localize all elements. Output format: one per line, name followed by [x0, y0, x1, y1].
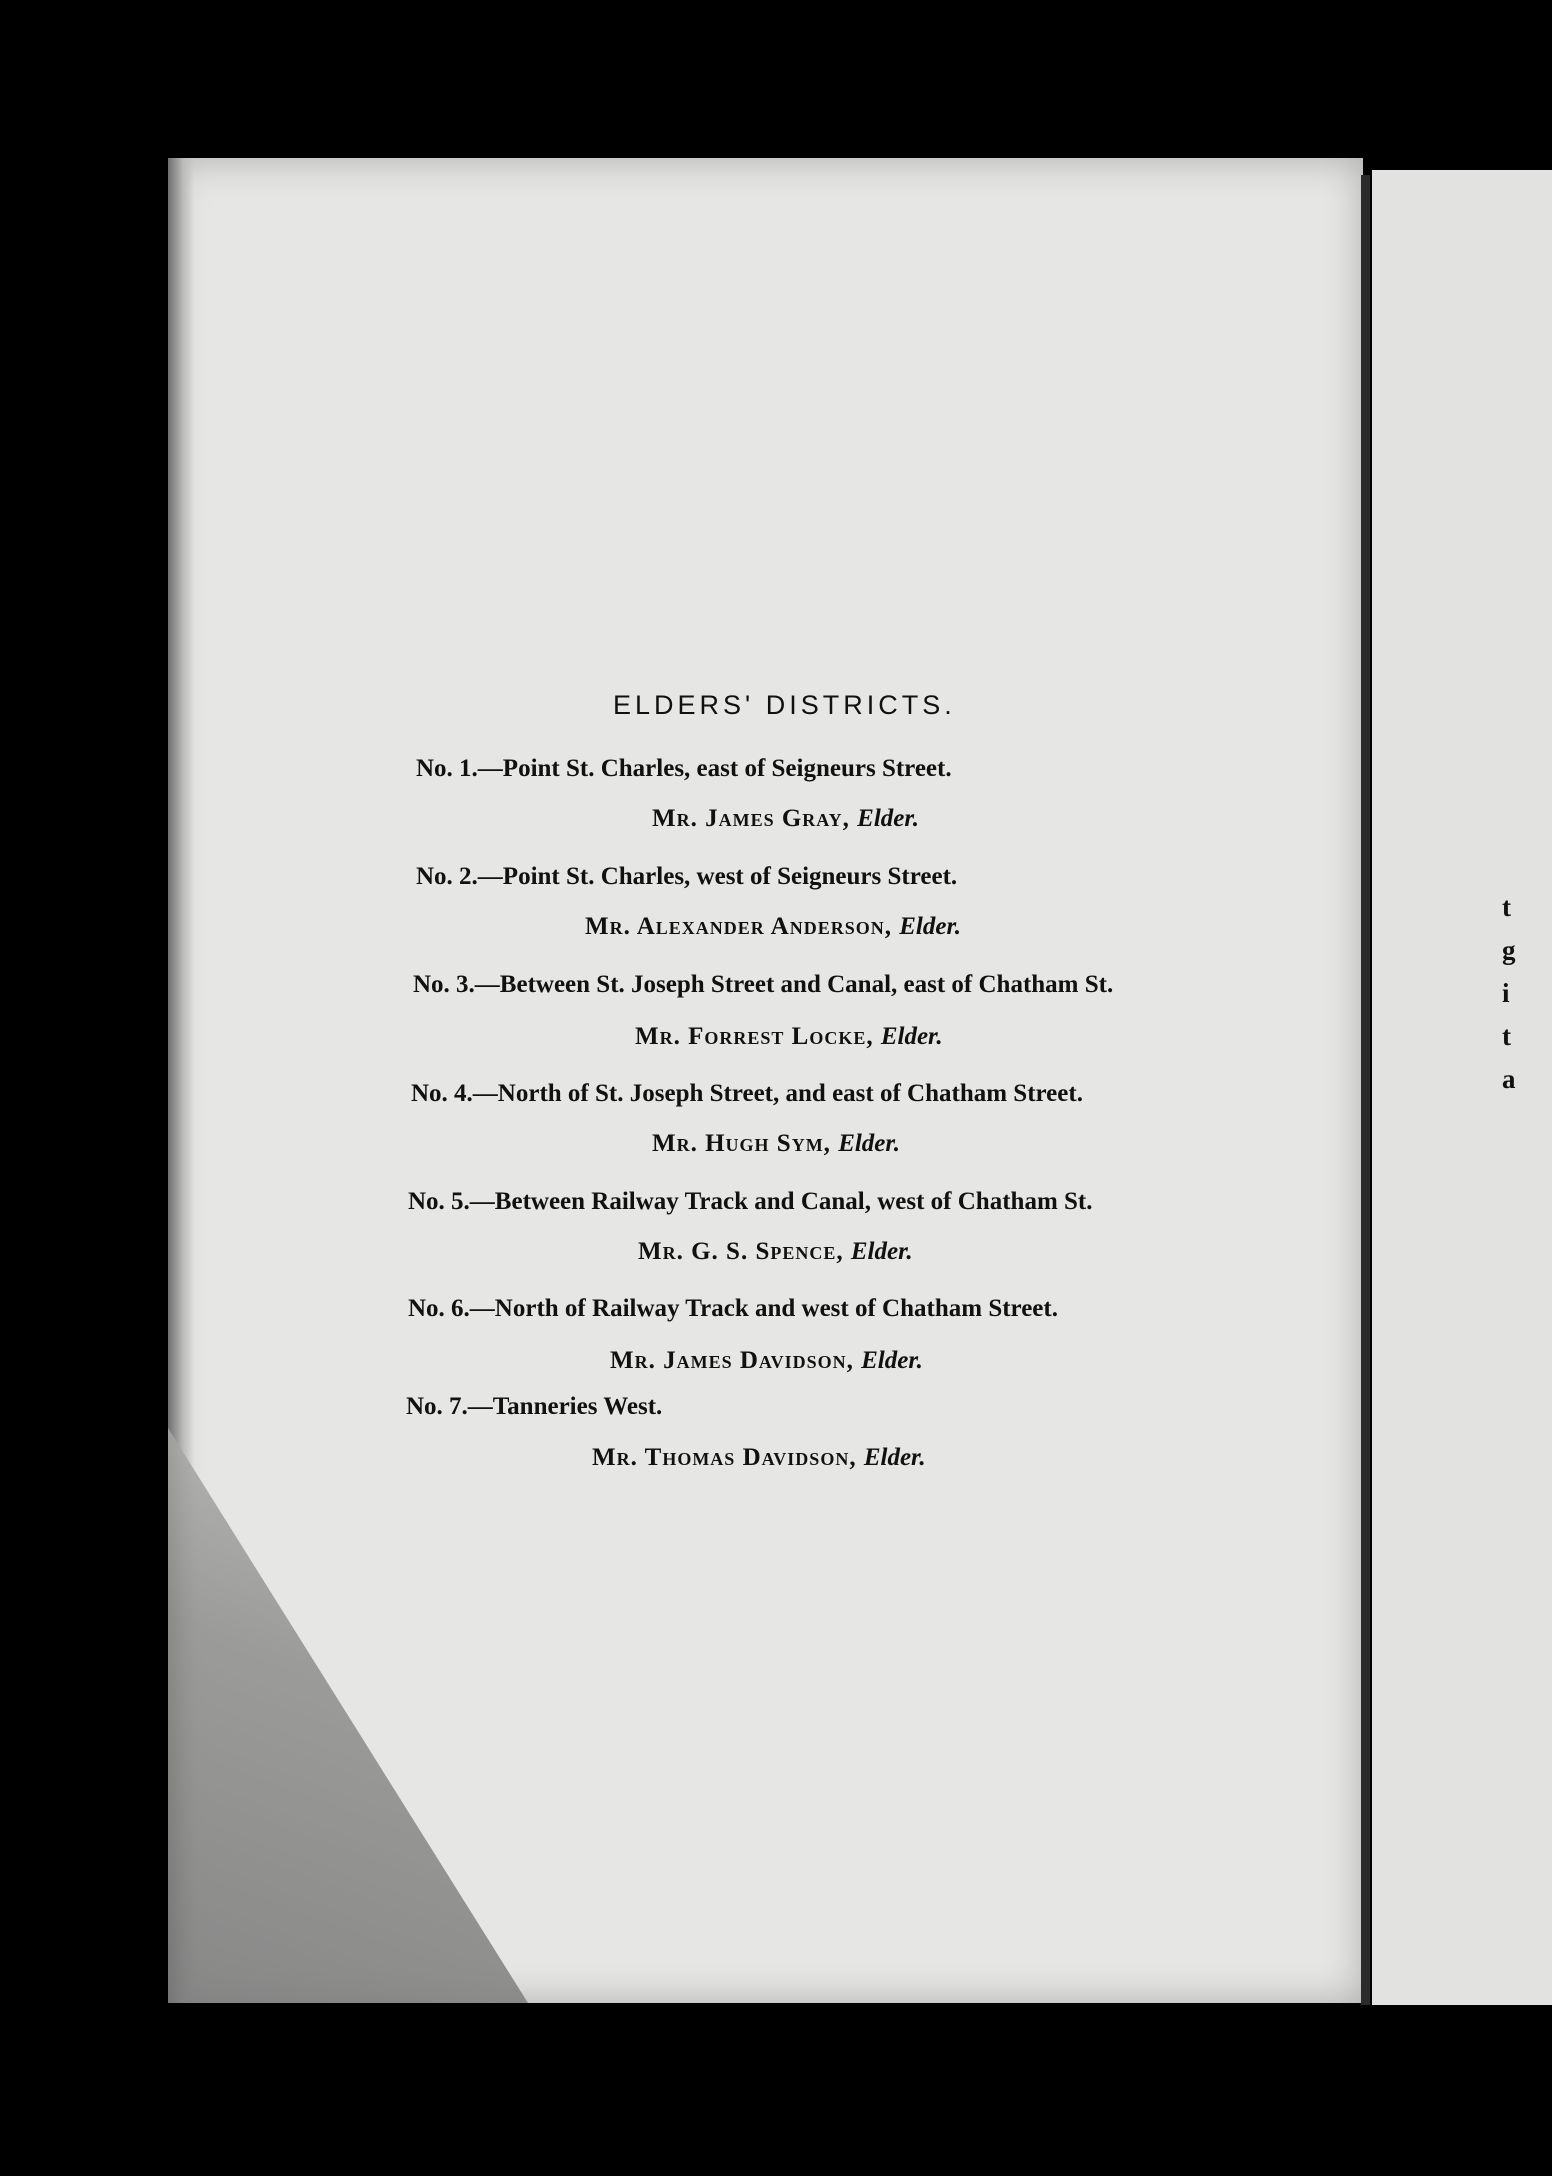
elder-name: Mr. James Davidson,: [610, 1347, 854, 1374]
page-heading: ELDERS' DISTRICTS.: [613, 690, 956, 720]
right-page-edge-text: [1502, 886, 1516, 1101]
elder-name: Mr. James Gray,: [652, 805, 850, 832]
right-page: [1372, 170, 1552, 2005]
elder-line: [652, 1130, 900, 1158]
district-description: No. 2.—Point St. Charles, west of Seigneurs Street.: [416, 863, 958, 890]
elder-role: Elder.: [863, 1444, 926, 1471]
edge-letter: a: [1502, 1064, 1516, 1094]
elder-line: [635, 1023, 943, 1051]
district-description: No. 3.—Between St. Joseph Street and Canal, east of Chatham St.: [413, 971, 1114, 998]
edge-letter: i: [1502, 978, 1510, 1008]
elder-role: Elder.: [861, 1347, 923, 1374]
district-description: No. 7.—Tanneries West.: [406, 1393, 663, 1420]
district-description: No. 1.—Point St. Charles, east of Seigneurs Street.: [416, 755, 952, 782]
binding-fold: [1361, 175, 1370, 2005]
elder-name: Mr. Forrest Locke,: [635, 1023, 874, 1050]
elder-role: Elder.: [838, 1130, 901, 1157]
worn-corner: [168, 1428, 528, 2003]
elder-line: [652, 805, 919, 833]
elder-name: Mr. Alexander Anderson,: [585, 913, 892, 940]
elder-role: Elder.: [850, 1238, 913, 1265]
elder-line: [592, 1444, 926, 1472]
elder-role: Elder.: [857, 805, 919, 832]
district-description: No. 4.—North of St. Joseph Street, and east of Chatham Street.: [411, 1080, 1083, 1107]
edge-letter: t: [1502, 1021, 1511, 1051]
elder-line: [585, 913, 961, 941]
elder-line: [610, 1347, 923, 1375]
edge-letter: g: [1502, 935, 1516, 965]
district-description: No. 5.—Between Railway Track and Canal, west of Chatham St.: [408, 1188, 1093, 1215]
district-description: No. 6.—North of Railway Track and west of Chatham Street.: [408, 1295, 1058, 1322]
elder-name: Mr. Hugh Sym,: [652, 1130, 831, 1157]
elder-line: [638, 1238, 913, 1266]
elder-role: Elder.: [880, 1023, 943, 1050]
elder-role: Elder.: [899, 913, 962, 940]
elder-name: Mr. Thomas Davidson,: [592, 1444, 857, 1471]
edge-letter: t: [1502, 892, 1511, 922]
elder-name: Mr. G. S. Spence,: [638, 1238, 844, 1265]
